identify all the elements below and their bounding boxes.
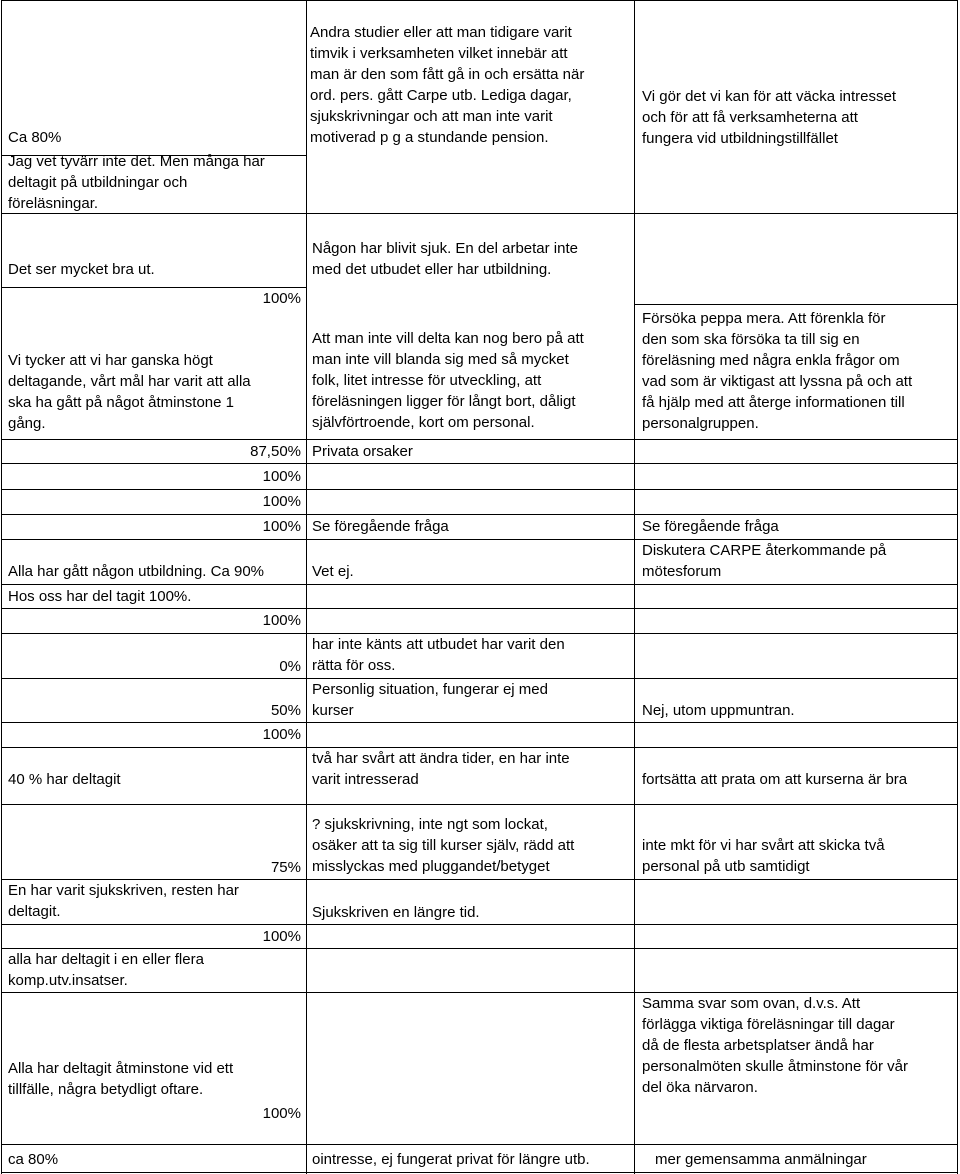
reason-text: Se föregående fråga [312,518,449,535]
respondent-answer: Det ser mycket bra ut. [8,261,155,278]
grid-line [634,0,635,1174]
respondent-answer: Vi tycker att vi har ganska högt deltagande, vårt mål har varit att alla ska ha gått på något åtminstone 1 gång. [8,352,251,432]
grid-line [634,304,957,305]
percentage-value: 100% [262,290,301,307]
percentage-value: 0% [279,658,301,675]
grid-line [1,584,958,585]
percentage-value: 100% [262,518,301,535]
reason-text: ointresse, ej fungerat privat för längre utb. [312,1151,590,1168]
grid-line [1,924,958,925]
percentage-value: 50% [270,702,301,719]
respondent-answer: En har varit sjukskriven, resten har deltagit. [8,882,239,920]
reason-text: Sjukskriven en längre tid. [312,904,480,921]
action-text: Nej, utom uppmuntran. [642,702,795,719]
reason-text: Någon har blivit sjuk. En del arbetar inte med det utbudet eller har utbildning. [312,240,578,278]
reason-text: Andra studier eller att man tidigare varit timvik i verksamheten vilket innebär att man är den som fått gå in och ersätta när ord. pers. gått Carpe utb. Lediga dagar, sjukskrivningar och att man inte varit motiverad p g a stundande pension. [310,24,585,146]
respondent-answer: 40 % har deltagit [8,771,121,788]
respondent-answer: Hos oss har del tagit 100%. [8,588,192,605]
reason-text: har inte känts att utbudet har varit den rätta för oss. [312,636,565,674]
percentage-value: 100% [262,612,301,629]
action-text: mer gemensamma anmälningar [655,1151,867,1168]
reason-text: Personlig situation, fungerar ej med kurser [312,681,548,719]
reason-text: två har svårt att ändra tider, en har inte varit intresserad [312,750,570,788]
action-text: fortsätta att prata om att kurserna är bra [642,771,908,788]
reason-text: Vet ej. [312,563,354,580]
grid-line [1,804,958,805]
grid-line [1,0,958,1]
percentage-value: 100% [262,726,301,743]
grid-line [1,514,958,515]
action-text: inte mkt för vi har svårt att skicka två personal på utb samtidigt [642,837,885,875]
reason-text: Privata orsaker [312,443,413,460]
action-text: Diskutera CARPE återkommande på mötesforum [642,542,887,580]
grid-line [1,463,958,464]
grid-line [1,0,2,1174]
percentage-value: 100% [262,928,301,945]
respondent-answer: alla har deltagit i en eller flera komp.utv.insatser. [8,951,204,989]
reason-text: Att man inte vill delta kan nog bero på att man inte vill blanda sig med så mycket folk, litet intresse för utveckling, att föreläsningen ligger för långt bort, dåligt självförtroende, kort om personal. [312,330,584,431]
percentage-value: 87,50% [250,443,301,460]
action-text: Samma svar som ovan, d.v.s. Att förlägga viktiga föreläsningar till dagar då de flesta arbetsplatser ändå har personalmöten skulle åtminstone för vår del öka närvaron. [642,995,908,1096]
reason-text: ? sjukskrivning, inte ngt som lockat, osäker att ta sig till kurser själv, rädd att misslyckas med pluggandet/betyget [312,816,575,875]
grid-line [1,489,958,490]
action-text: Försöka peppa mera. Att förenkla för den som ska försöka ta till sig en föreläsning med några enkla frågor om vad som är viktigast att lyssna på och att få hjälp med att återge informationen till personalgruppen. [642,310,913,432]
respondent-answer: Alla har gått någon utbildning. Ca 90% [8,563,265,580]
grid-line [1,608,958,609]
grid-line [957,0,958,1174]
percentage-value: 100% [262,1105,301,1122]
grid-line [1,439,958,440]
percentage-value: 100% [262,468,301,485]
respondent-answer: ca 80% [8,1151,59,1168]
grid-line [1,1144,958,1145]
percentage-value: 75% [270,859,301,876]
action-text: Se föregående fråga [642,518,779,535]
grid-line [1,1172,958,1173]
action-text: Vi gör det vi kan för att väcka intresset och för att få verksamheterna att fungera vid utbildningstillfället [642,88,897,147]
percentage-value: 100% [262,493,301,510]
grid-line [1,722,958,723]
grid-line [306,0,307,1174]
respondent-answer: Jag vet tyvärr inte det. Men många har deltagit på utbildningar och föreläsningar. [8,153,265,212]
respondent-answer: Alla har deltagit åtminstone vid ett tillfälle, några betydligt oftare. [8,1060,234,1098]
respondent-answer: Ca 80% [8,129,62,146]
